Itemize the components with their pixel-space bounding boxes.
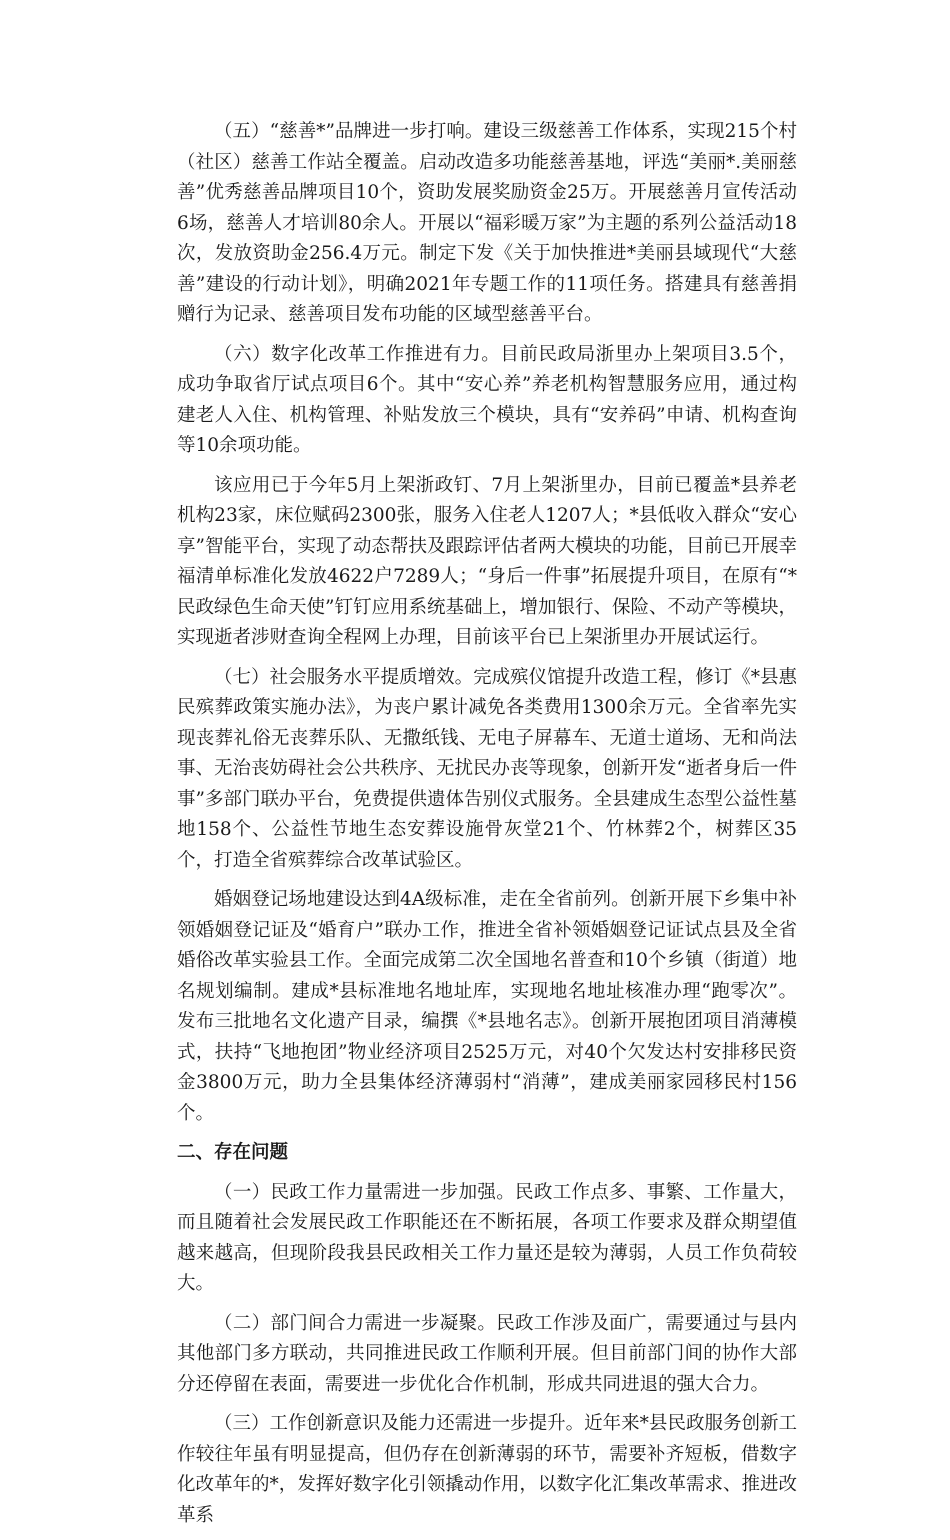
paragraph-digital-reform: （六）数字化改革工作推进有力。目前民政局浙里办上架项目3.5个，成功争取省厅试点项目6个。其中“安心养”养老机构智慧服务应用，通过构建老人入住、机构管理、补贴发放三个模块，具有“安养码”申请、机构查询等10余项功能。 — [177, 343, 797, 456]
paragraph-charity-brand: （五）“慈善*”品牌进一步打响。建设三级慈善工作体系，实现215个村（社区）慈善工作站全覆盖。启动改造多功能慈善基地，评选“美丽*.美丽慈善”优秀慈善品牌项目10个，资助发展奖励资金25万。开展慈善月宣传活动6场，慈善人才培训80余人。开展以“福彩暖万家”为主题的系列公益活动18次，发放资助金256.4万元。制定下发《关于加快推进*美丽县域现代“大慈善”建设的行动计划》，明确2021年专题工作的11项任务。搭建具有慈善捐赠行为记录、慈善项目发布功能的区域型慈善平台。 — [177, 121, 797, 325]
paragraph-issue-2: （二）部门间合力需进一步凝聚。民政工作涉及面广，需要通过与县内其他部门多方联动，共同推进民政工作顺利开展。但目前部门间的协作大部分还停留在表面，需要进一步优化合作机制，形成共同进退的强大合力。 — [177, 1312, 797, 1395]
paragraph-social-services: （七）社会服务水平提质增效。完成殡仪馆提升改造工程，修订《*县惠民殡葬政策实施办法》，为丧户累计减免各类费用1300余万元。全省率先实现丧葬礼俗无丧葬乐队、无撒纸钱、无电子屏幕车、无道士道场、无和尚法事、无治丧妨碍社会公共秩序、无扰民办丧等现象，创新开发“逝者身后一件事”多部门联办平台，免费提供遗体告别仪式服务。全县建成生态型公益性墓地158个、公益性节地生态安葬设施骨灰堂21个、竹林葬2个，树葬区35个，打造全省殡葬综合改革试验区。 — [177, 666, 797, 871]
paragraph-marriage-registration: 婚姻登记场地建设达到4A级标准，走在全省前列。创新开展下乡集中补领婚姻登记证及“婚育户”联办工作，推进全省补领婚姻登记证试点县及全省婚俗改革实验县工作。全面完成第二次全国地名普查和10个乡镇（街道）地名规划编制。建成*县标准地名地址库，实现地名地址核准办理“跑零次”。发布三批地名文化遗产目录，编撰《*县地名志》。创新开展抱团项目消薄模式，扶持“飞地抱团”物业经济项目2525万元，对40个欠发达村安排移民资金3800万元，助力全县集体经济薄弱村“消薄”，建成美丽家园移民村156个。 — [177, 889, 797, 1124]
paragraph-digital-app: 该应用已于今年5月上架浙政钉、7月上架浙里办，目前已覆盖*县养老机构23家，床位赋码2300张，服务入住老人1207人；*县低收入群众“安心享”智能平台，实现了动态帮扶及跟踪评估者两大模块的功能，目前已开展幸福清单标准化发放4622户7289人；“身后一件事”拓展提升项目，在原有“*民政绿色生命天使”钉钉应用系统基础上，增加银行、保险、不动产等模块，实现逝者涉财查询全程网上办理，目前该平台已上架浙里办开展试运行。 — [177, 474, 797, 648]
paragraph-issue-3: （三）工作创新意识及能力还需进一步提升。近年来*县民政服务创新工作较往年虽有明显提高，但仍存在创新薄弱的环节，需要补齐短板，借数字化改革年的*，发挥好数字化引领撬动作用，以数字化汇集改革需求、推进改革系 — [177, 1413, 797, 1526]
paragraph-issue-1: （一）民政工作力量需进一步加强。民政工作点多、事繁、工作量大，而且随着社会发展民政工作职能还在不断拓展，各项工作要求及群众期望值越来越高，但现阶段我县民政相关工作力量还是较为薄弱，人员工作负荷较大。 — [177, 1181, 797, 1294]
section-heading-problems: 二、存在问题 — [177, 1142, 289, 1163]
document-body — [177, 117, 797, 1540]
